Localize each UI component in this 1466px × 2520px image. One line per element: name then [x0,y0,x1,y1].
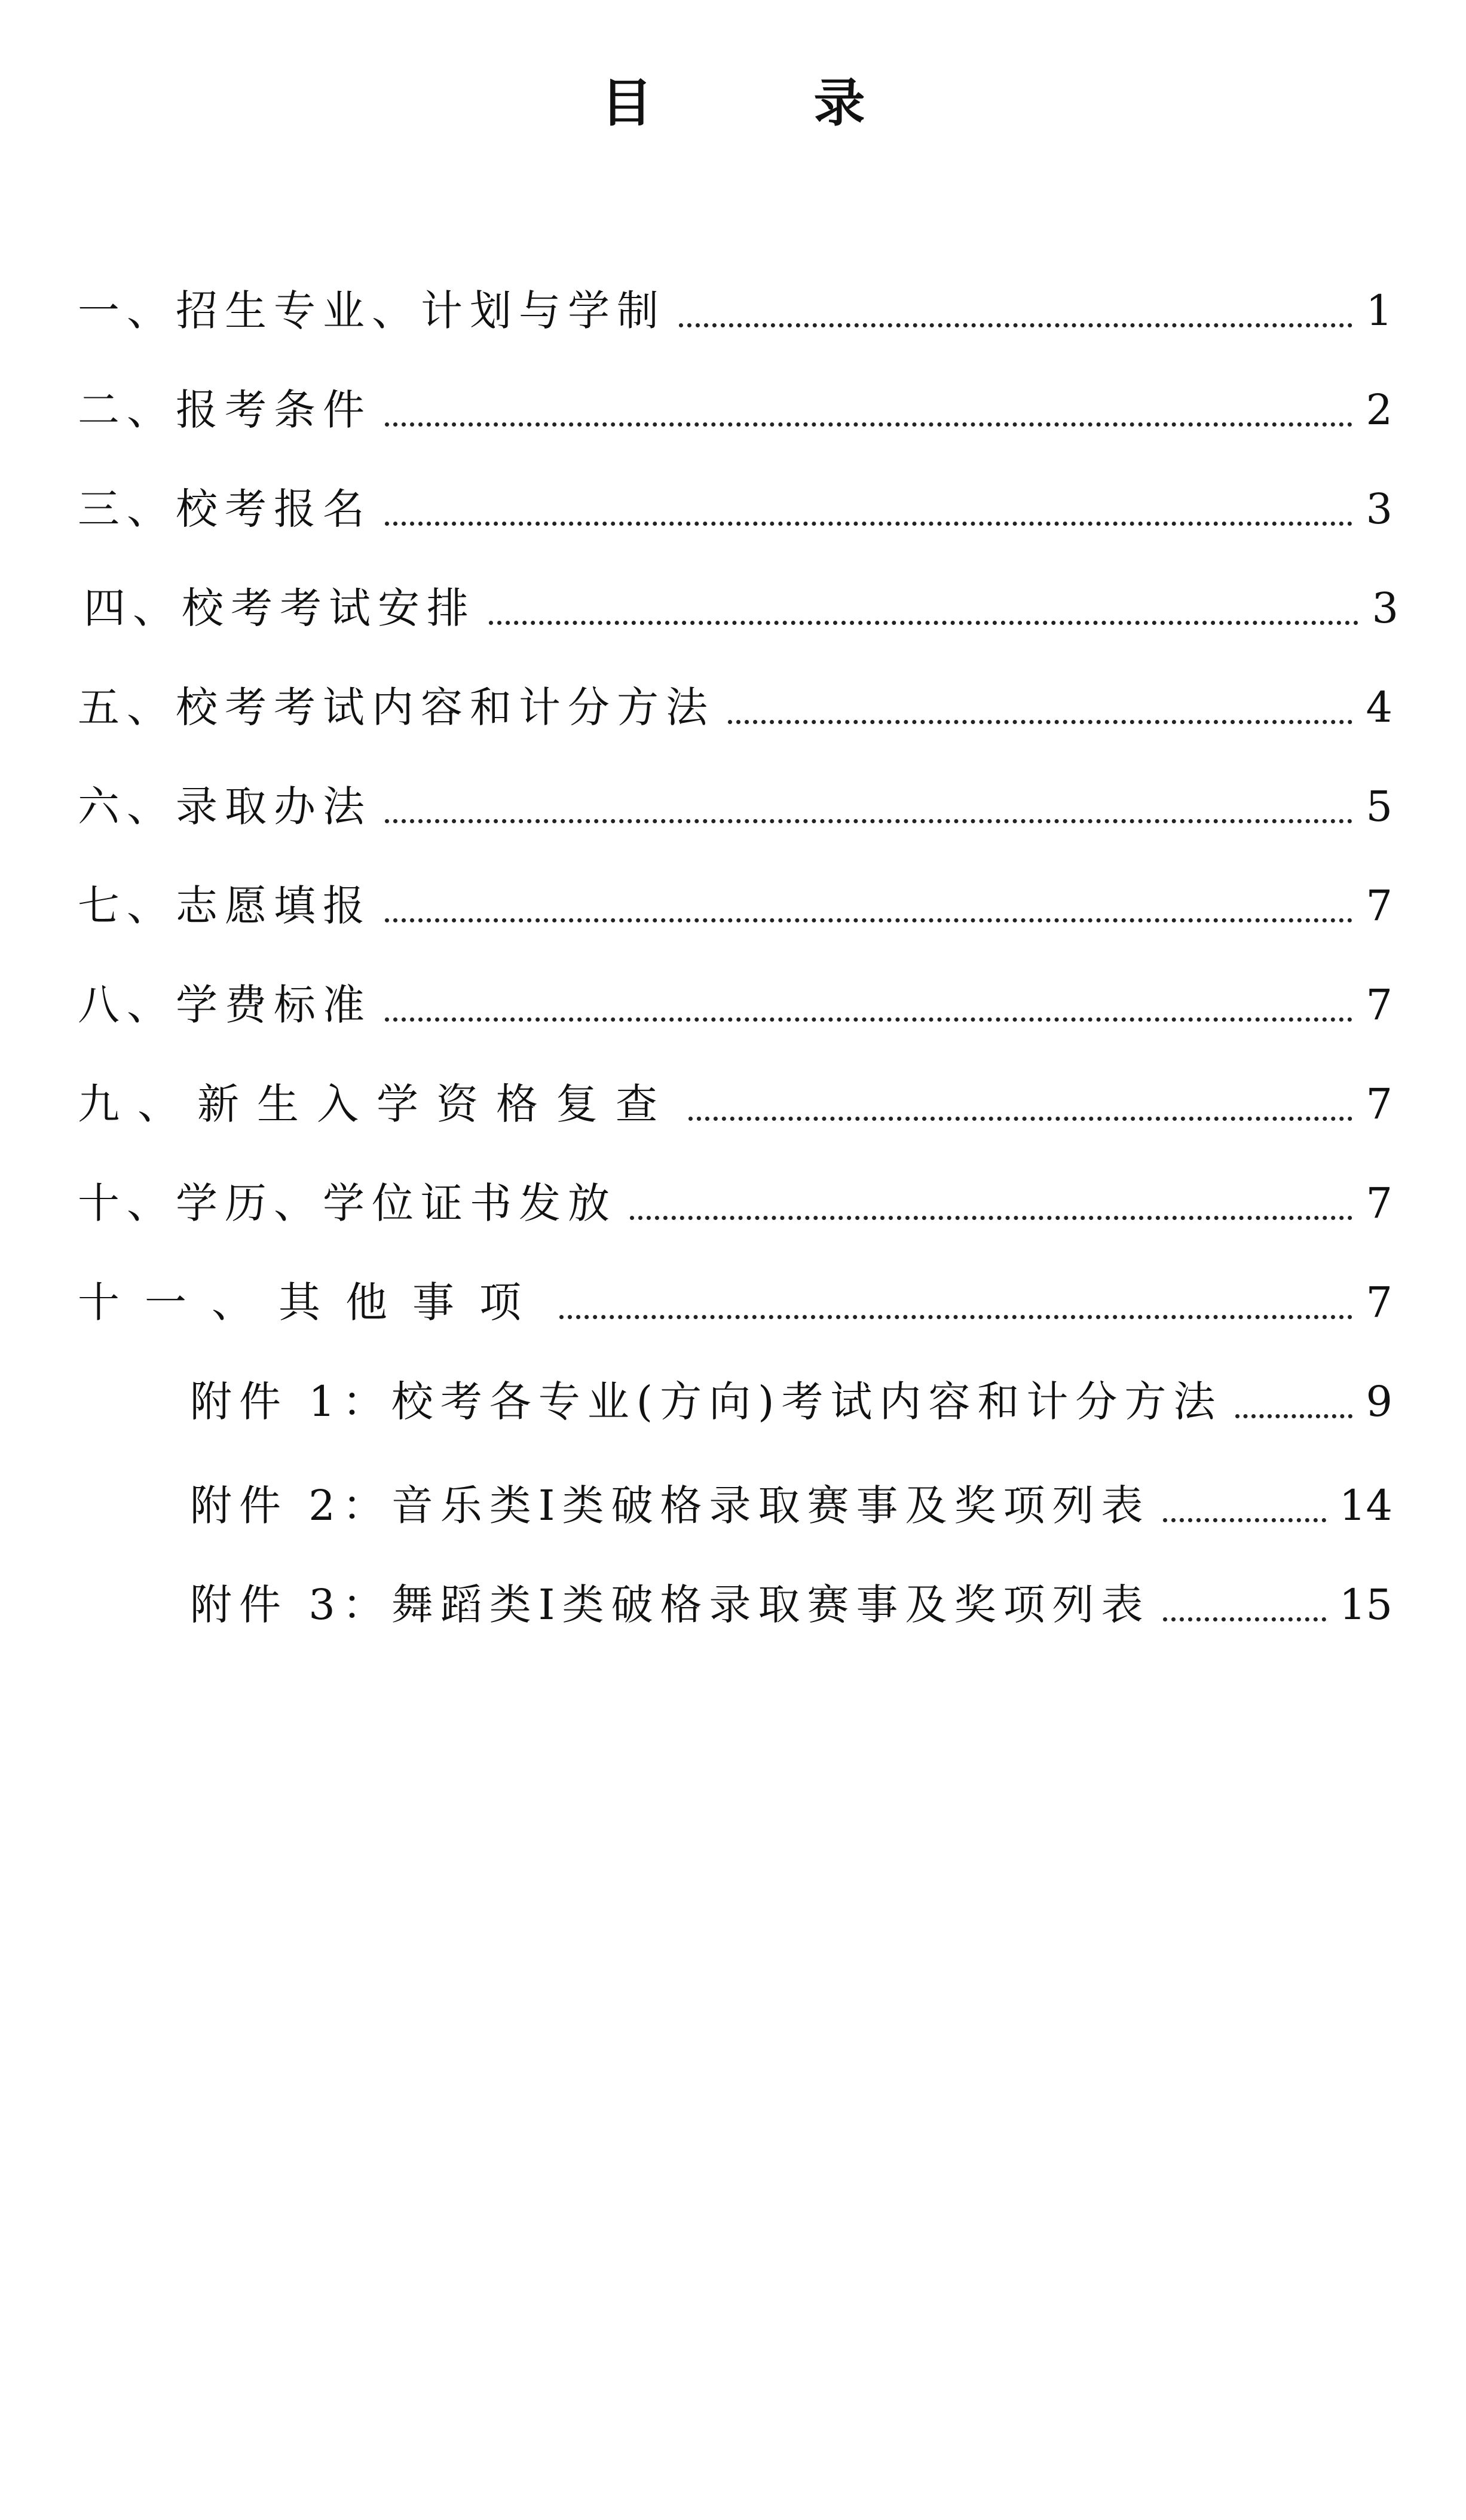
toc-entry-label: 四、校考考试安排 [84,584,476,633]
toc-entry[interactable] [78,281,1392,341]
dot-leader [385,422,1352,427]
toc-entry-label: 附件 3：舞蹈类Ⅰ类破格录取赛事及奖项列表 [190,1580,1150,1629]
dot-leader [630,1216,1352,1220]
toc-entry-page: 5 [1366,782,1392,831]
toc-entry[interactable] [78,777,1392,836]
dot-leader [489,621,1358,625]
toc-entry-label: 三、校考报名 [78,485,372,534]
toc-entry-page: 9 [1366,1377,1392,1426]
toc-attachment-entry[interactable] [190,1476,1392,1535]
toc-entry[interactable] [78,380,1392,440]
toc-entry-label: 九、新生入学资格复查 [78,1080,675,1129]
toc-entry[interactable] [78,677,1392,737]
toc-entry-page: 1 [1366,286,1392,335]
dot-leader [688,1117,1352,1121]
dot-leader [679,323,1352,327]
dot-leader [385,522,1352,526]
dot-leader [1235,1414,1352,1418]
toc-entry[interactable] [78,1173,1392,1233]
toc-entry-label: 十一、其他事项 [78,1278,546,1327]
dot-leader [728,720,1352,724]
toc-entry-page: 15 [1339,1580,1392,1629]
toc-entry-label: 附件 1：校考各专业(方向)考试内容和计分方法 [190,1377,1223,1426]
toc-entry-page: 4 [1366,683,1392,732]
toc-entry[interactable] [78,975,1392,1035]
dot-leader [1163,1518,1326,1522]
toc-entry-label: 十、学历、学位证书发放 [78,1179,617,1228]
toc-entry-page: 3 [1366,485,1392,534]
toc-entry-page: 14 [1339,1481,1392,1530]
dot-leader [385,1017,1352,1022]
toc-attachment-entry[interactable] [190,1575,1392,1635]
dot-leader [559,1315,1352,1319]
toc-entry-page: 7 [1366,881,1392,930]
toc-entry-label: 一、招生专业、计划与学制 [78,286,666,335]
toc-entry[interactable] [84,578,1398,638]
toc-entry-label: 五、校考考试内容和计分方法 [78,683,715,732]
toc-entry-page: 3 [1372,584,1398,633]
toc-attachment-entry[interactable] [190,1372,1392,1431]
toc-entry-label: 附件 2：音乐类Ⅰ类破格录取赛事及奖项列表 [190,1481,1150,1530]
toc-entry[interactable] [78,479,1392,539]
toc-entry[interactable] [78,1074,1392,1134]
toc-entry-page: 7 [1366,1179,1392,1228]
toc-entry-page: 7 [1366,1080,1392,1129]
toc-entry[interactable] [78,1273,1392,1332]
toc-entry-label: 七、志愿填报 [78,881,372,930]
dot-leader [385,819,1352,823]
page-title: 目 录 [601,73,937,133]
toc-entry-label: 六、录取办法 [78,782,372,831]
toc-entry[interactable] [78,876,1392,936]
dot-leader [385,918,1352,922]
toc-entry-label: 二、报考条件 [78,385,372,434]
toc-entry-page: 2 [1366,385,1392,434]
dot-leader [1163,1617,1326,1621]
toc-entry-page: 7 [1366,980,1392,1029]
toc-entry-page: 7 [1366,1278,1392,1327]
toc-entry-label: 八、学费标准 [78,980,372,1029]
